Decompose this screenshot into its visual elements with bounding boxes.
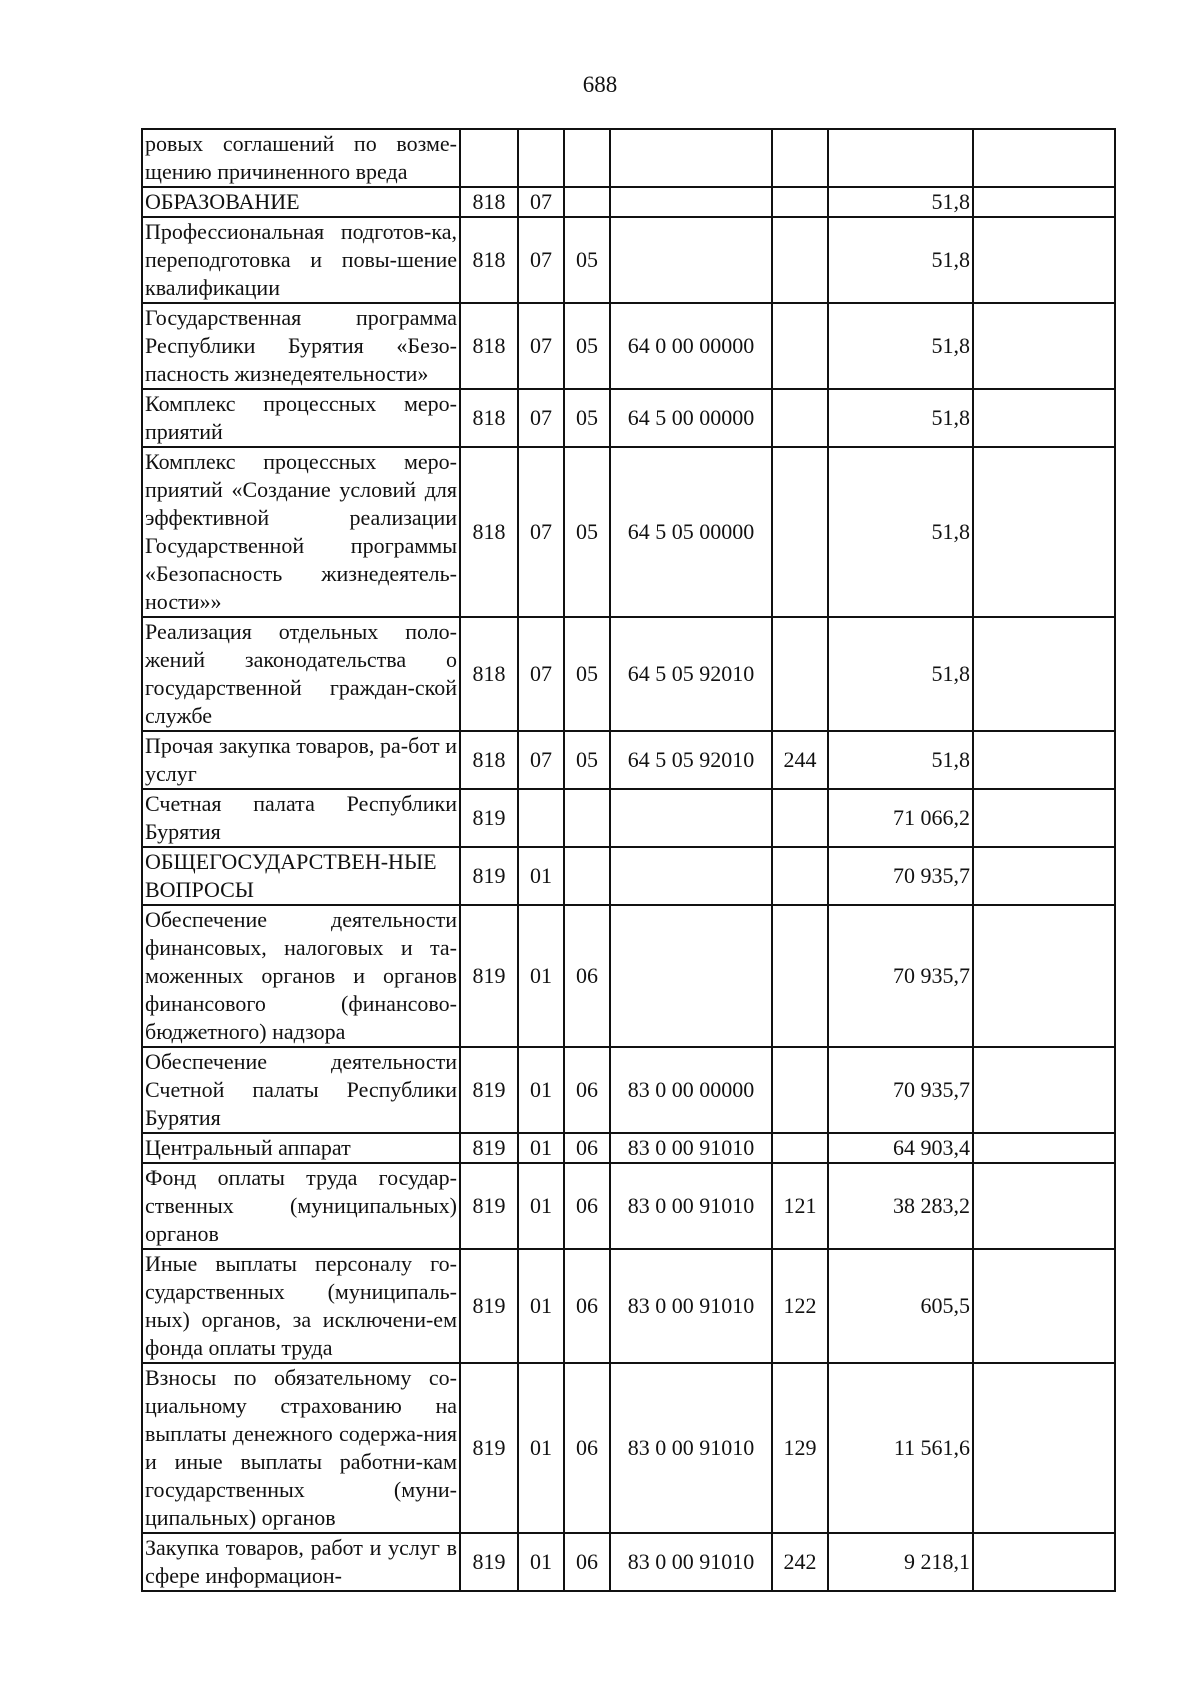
subsection-code: 06 xyxy=(564,1249,610,1363)
row-name: Счетная палата Республики Бурятия xyxy=(142,789,460,847)
empty-cell xyxy=(973,847,1115,905)
expense-type-code xyxy=(772,1133,828,1163)
dept-code: 819 xyxy=(460,1249,518,1363)
target-article-code xyxy=(610,217,772,303)
section-code: 07 xyxy=(518,389,564,447)
dept-code: 818 xyxy=(460,187,518,217)
expense-type-code: 242 xyxy=(772,1533,828,1591)
table-row xyxy=(142,187,1115,217)
target-article-code: 83 0 00 91010 xyxy=(610,1133,772,1163)
table-row xyxy=(142,617,1115,731)
subsection-code: 06 xyxy=(564,1163,610,1249)
subsection-code: 06 xyxy=(564,1047,610,1133)
section-code: 01 xyxy=(518,847,564,905)
empty-cell xyxy=(973,129,1115,187)
empty-cell xyxy=(973,1533,1115,1591)
section-code: 07 xyxy=(518,303,564,389)
section-code xyxy=(518,129,564,187)
target-article-code xyxy=(610,187,772,217)
target-article-code: 83 0 00 91010 xyxy=(610,1533,772,1591)
target-article-code: 83 0 00 91010 xyxy=(610,1163,772,1249)
row-name: ровых соглашений по возме-щению причиненного вреда xyxy=(142,129,460,187)
empty-cell xyxy=(973,217,1115,303)
dept-code: 819 xyxy=(460,1363,518,1533)
table-row xyxy=(142,789,1115,847)
amount: 605,5 xyxy=(828,1249,973,1363)
expense-type-code xyxy=(772,847,828,905)
subsection-code: 06 xyxy=(564,905,610,1047)
dept-code: 818 xyxy=(460,731,518,789)
row-name: Взносы по обязательному со-циальному страхованию на выплаты денежного содержа-ния и иные выплаты работни-кам государственных (муни-ципальных) органов xyxy=(142,1363,460,1533)
amount: 51,8 xyxy=(828,303,973,389)
subsection-code xyxy=(564,187,610,217)
empty-cell xyxy=(973,1163,1115,1249)
dept-code: 819 xyxy=(460,1133,518,1163)
expense-type-code: 122 xyxy=(772,1249,828,1363)
subsection-code: 05 xyxy=(564,617,610,731)
amount: 51,8 xyxy=(828,389,973,447)
amount: 71 066,2 xyxy=(828,789,973,847)
table-row xyxy=(142,847,1115,905)
section-code: 07 xyxy=(518,617,564,731)
expense-type-code: 121 xyxy=(772,1163,828,1249)
expense-type-code xyxy=(772,217,828,303)
subsection-code: 05 xyxy=(564,389,610,447)
row-name: Реализация отдельных поло-жений законодательства о государственной граждан-ской службе xyxy=(142,617,460,731)
empty-cell xyxy=(973,187,1115,217)
section-code: 07 xyxy=(518,187,564,217)
dept-code: 819 xyxy=(460,847,518,905)
target-article-code xyxy=(610,789,772,847)
dept-code: 819 xyxy=(460,789,518,847)
amount: 64 903,4 xyxy=(828,1133,973,1163)
table-row xyxy=(142,1133,1115,1163)
row-name: Профессиональная подготов-ка, переподготовка и повы-шение квалификации xyxy=(142,217,460,303)
dept-code: 818 xyxy=(460,389,518,447)
section-code xyxy=(518,789,564,847)
section-code: 01 xyxy=(518,1533,564,1591)
dept-code: 819 xyxy=(460,905,518,1047)
section-code: 01 xyxy=(518,1363,564,1533)
amount: 51,8 xyxy=(828,731,973,789)
dept-code xyxy=(460,129,518,187)
expense-type-code xyxy=(772,187,828,217)
budget-table xyxy=(141,128,1116,1592)
empty-cell xyxy=(973,905,1115,1047)
amount: 70 935,7 xyxy=(828,1047,973,1133)
empty-cell xyxy=(973,1249,1115,1363)
expense-type-code xyxy=(772,303,828,389)
amount: 51,8 xyxy=(828,617,973,731)
expense-type-code xyxy=(772,789,828,847)
table-row xyxy=(142,1163,1115,1249)
expense-type-code xyxy=(772,905,828,1047)
row-name: Обеспечение деятельности финансовых, налоговых и та-моженных органов и органов финансового (финансово-бюджетного) надзора xyxy=(142,905,460,1047)
subsection-code: 06 xyxy=(564,1133,610,1163)
section-code: 01 xyxy=(518,1163,564,1249)
subsection-code: 06 xyxy=(564,1533,610,1591)
target-article-code: 83 0 00 91010 xyxy=(610,1249,772,1363)
row-name: Обеспечение деятельности Счетной палаты Республики Бурятия xyxy=(142,1047,460,1133)
dept-code: 818 xyxy=(460,303,518,389)
amount: 70 935,7 xyxy=(828,847,973,905)
empty-cell xyxy=(973,617,1115,731)
section-code: 01 xyxy=(518,1047,564,1133)
table-row xyxy=(142,905,1115,1047)
table-row xyxy=(142,1363,1115,1533)
row-name: Комплекс процессных меро-приятий «Создание условий для эффективной реализации Государственной программы «Безопасность жизнедеятель-ности»» xyxy=(142,447,460,617)
empty-cell xyxy=(973,447,1115,617)
subsection-code xyxy=(564,129,610,187)
row-name: Прочая закупка товаров, ра-бот и услуг xyxy=(142,731,460,789)
row-name: Закупка товаров, работ и услуг в сфере информацион- xyxy=(142,1533,460,1591)
page-number: 688 xyxy=(582,72,618,97)
amount: 70 935,7 xyxy=(828,905,973,1047)
row-name: Фонд оплаты труда государ-ственных (муниципальных) органов xyxy=(142,1163,460,1249)
row-name: Комплекс процессных меро-приятий xyxy=(142,389,460,447)
row-name: Центральный аппарат xyxy=(142,1133,460,1163)
table-row xyxy=(142,1533,1115,1591)
expense-type-code xyxy=(772,447,828,617)
amount: 51,8 xyxy=(828,187,973,217)
target-article-code: 64 5 00 00000 xyxy=(610,389,772,447)
section-code: 01 xyxy=(518,1249,564,1363)
section-code: 07 xyxy=(518,731,564,789)
expense-type-code xyxy=(772,617,828,731)
table-row xyxy=(142,1249,1115,1363)
subsection-code xyxy=(564,847,610,905)
target-article-code: 64 0 00 00000 xyxy=(610,303,772,389)
dept-code: 819 xyxy=(460,1533,518,1591)
expense-type-code xyxy=(772,129,828,187)
empty-cell xyxy=(973,389,1115,447)
row-name: Иные выплаты персоналу го-сударственных (муниципаль-ных) органов, за исключени-ем фонда оплаты труда xyxy=(142,1249,460,1363)
dept-code: 818 xyxy=(460,217,518,303)
empty-cell xyxy=(973,1047,1115,1133)
table-row xyxy=(142,217,1115,303)
subsection-code: 05 xyxy=(564,447,610,617)
subsection-code: 05 xyxy=(564,303,610,389)
target-article-code xyxy=(610,847,772,905)
expense-type-code xyxy=(772,1047,828,1133)
amount: 51,8 xyxy=(828,447,973,617)
dept-code: 819 xyxy=(460,1047,518,1133)
row-name: ОБЩЕГОСУДАРСТВЕН-НЫЕ ВОПРОСЫ xyxy=(142,847,460,905)
target-article-code xyxy=(610,129,772,187)
subsection-code xyxy=(564,789,610,847)
table-row xyxy=(142,303,1115,389)
amount: 11 561,6 xyxy=(828,1363,973,1533)
table-body xyxy=(142,129,1115,1591)
amount xyxy=(828,129,973,187)
target-article-code: 64 5 05 92010 xyxy=(610,617,772,731)
amount: 51,8 xyxy=(828,217,973,303)
dept-code: 818 xyxy=(460,447,518,617)
amount: 9 218,1 xyxy=(828,1533,973,1591)
dept-code: 819 xyxy=(460,1163,518,1249)
subsection-code: 05 xyxy=(564,731,610,789)
table-row xyxy=(142,389,1115,447)
row-name: Государственная программа Республики Бурятия «Безо-пасность жизнедеятельности» xyxy=(142,303,460,389)
dept-code: 818 xyxy=(460,617,518,731)
empty-cell xyxy=(973,1363,1115,1533)
empty-cell xyxy=(973,731,1115,789)
table-row xyxy=(142,731,1115,789)
amount: 38 283,2 xyxy=(828,1163,973,1249)
table-row xyxy=(142,1047,1115,1133)
target-article-code: 83 0 00 91010 xyxy=(610,1363,772,1533)
target-article-code xyxy=(610,905,772,1047)
section-code: 01 xyxy=(518,905,564,1047)
empty-cell xyxy=(973,789,1115,847)
row-name: ОБРАЗОВАНИЕ xyxy=(142,187,460,217)
table-row xyxy=(142,447,1115,617)
target-article-code: 83 0 00 00000 xyxy=(610,1047,772,1133)
section-code: 07 xyxy=(518,217,564,303)
expense-type-code xyxy=(772,389,828,447)
expense-type-code: 244 xyxy=(772,731,828,789)
target-article-code: 64 5 05 00000 xyxy=(610,447,772,617)
subsection-code: 05 xyxy=(564,217,610,303)
section-code: 01 xyxy=(518,1133,564,1163)
empty-cell xyxy=(973,303,1115,389)
subsection-code: 06 xyxy=(564,1363,610,1533)
expense-type-code: 129 xyxy=(772,1363,828,1533)
empty-cell xyxy=(973,1133,1115,1163)
target-article-code: 64 5 05 92010 xyxy=(610,731,772,789)
section-code: 07 xyxy=(518,447,564,617)
table-row xyxy=(142,129,1115,187)
